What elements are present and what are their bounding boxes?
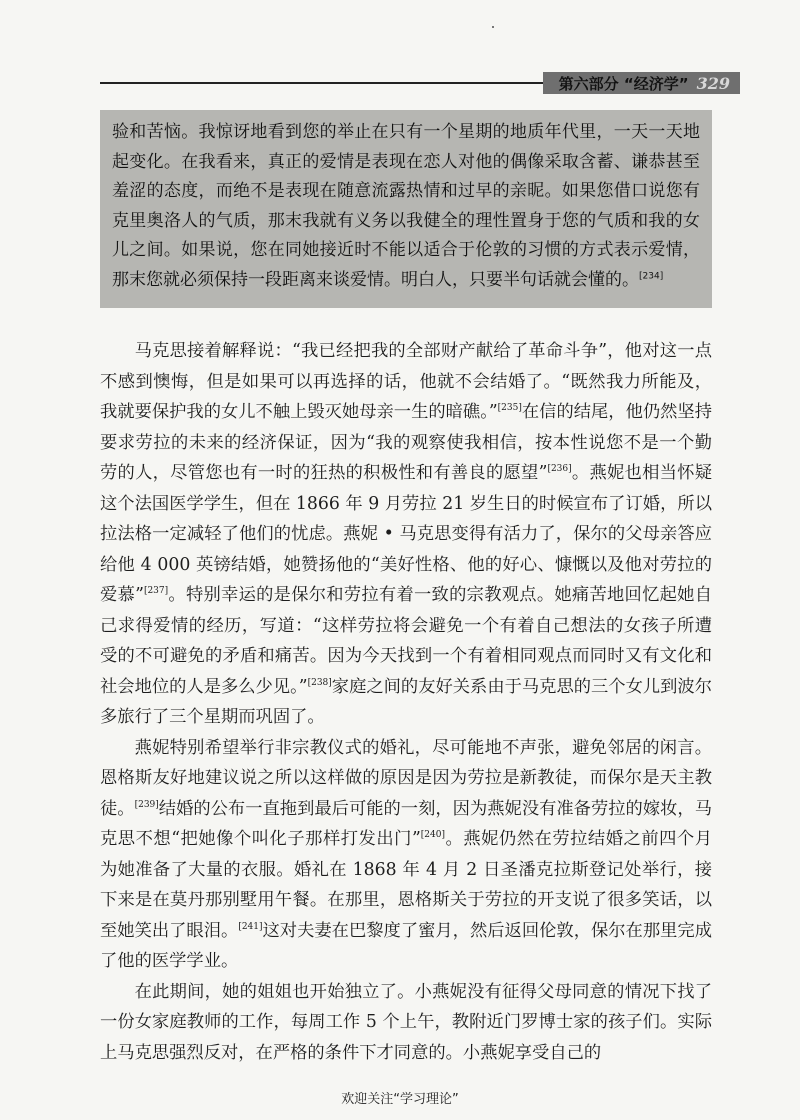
- footnote-ref: [238]: [307, 677, 332, 688]
- paragraph-text: 在信的结尾，他仍然坚持要求劳拉的未来的经济保证，因为“我的观察使我相信，按本性说您不是一个勤劳的人，尽管您也有一时的狂热的积极性和有善良的愿望”: [100, 402, 712, 483]
- footnote-ref: [241]: [238, 921, 263, 932]
- paragraph-text: 。燕妮也相当怀疑这个法国医学学生，但在 1866 年 9 月劳拉 21 岁生日的时候宣布了订婚，所以拉法格一定减轻了他们的忧虑。燕妮 • 马克思变得有活力了，保尔的父母亲答应给他 4 000 英镑结婚，她赞扬他的“美好性格、他的好心、慷慨以及他对劳拉的爱慕”: [100, 463, 712, 605]
- footnote-ref: [236]: [547, 464, 572, 475]
- page-number: 329: [696, 73, 730, 93]
- running-header: [100, 72, 740, 94]
- paragraph-text: 家庭之间的友好关系由于马克思的三个女儿到波尔多旅行了三个星期而巩固了。: [100, 676, 712, 727]
- paragraph-text: 这对夫妻在巴黎度了蜜月，然后返回伦敦，保尔在那里完成了他的医学学业。: [100, 920, 712, 971]
- paragraph-3: [100, 977, 712, 1069]
- quote-text: 验和苦恼。我惊讶地看到您的举止在只有一个星期的地质年代里，一天一天地起变化。在我看来，真正的爱情是表现在恋人对他的偶像采取含蓄、谦恭甚至羞涩的态度，而绝不是表现在随意流露热情和过早的亲昵。如果您借口说您有克里奥洛人的气质，那末我就有义务以我健全的理性置身于您的气质和我的女儿之间。如果说，您在同她接近时不能以适合于伦敦的习惯的方式表示爱情，那末您就必须保持一段距离来谈爱情。明白人，只要半句话就会懂的。: [112, 122, 700, 290]
- page-footer: 欢迎关注“学习理论”: [341, 1092, 459, 1107]
- paragraph-2: [100, 733, 712, 977]
- header-label-block: [543, 72, 740, 94]
- paragraph-1: [100, 336, 712, 733]
- footnote-ref: [235]: [497, 403, 522, 414]
- scan-speck: [492, 26, 494, 28]
- letter-quote-block: [100, 110, 712, 308]
- paragraph-text: 在此期间，她的姐姐也开始独立了。小燕妮没有征得父母同意的情况下找了一份女家庭教师的工作，每周工作 5 个上午，教附近门罗博士家的孩子们。实际上马克思强烈反对，在严格的条件下才同意的。小燕妮享受自己的: [100, 981, 712, 1063]
- section-title: 第六部分 “经济学”: [558, 74, 689, 93]
- paragraph-text: 燕妮特别希望举行非宗教仪式的婚礼，尽可能地不声张，避免邻居的闲言。恩格斯友好地建议说之所以这样做的原因是因为劳拉是新教徒，而保尔是天主教徒。: [100, 737, 712, 819]
- footnote-ref: [237]: [143, 586, 169, 597]
- paragraph-text: 。特别幸运的是保尔和劳拉有着一致的宗教观点。她痛苦地回忆起她自己求得爱情的经历，写道：“这样劳拉将会避免一个有着自己想法的女孩子所遭受的不可避免的矛盾和痛苦。因为今天找到一个有着相同观点而同时又有文化和社会地位的人是多么少见。”: [100, 585, 712, 697]
- paragraph-text: 。燕妮仍然在劳拉结婚之前四个月为她准备了大量的衣服。婚礼在 1868 年 4 月 2 日圣潘克拉斯登记处举行，接下来是在莫丹那别墅用午餐。在那里，恩格斯关于劳拉的开支说了很多笑话，以至她笑出了眼泪。: [100, 829, 712, 941]
- footnote-ref: [240]: [420, 830, 445, 841]
- paragraph-text: 马克思接着解释说：“我已经把我的全部财产献给了革命斗争”，他对这一点不感到懊悔，但是如果可以再选择的话，他就不会结婚了。“既然我力所能及，我就要保护我的女儿不触上毁灭她母亲一生的暗礁。”: [100, 341, 712, 422]
- footnote-ref: [234]: [639, 270, 664, 281]
- footnote-ref: [239]: [134, 799, 159, 810]
- body-text: [100, 336, 712, 1068]
- paragraph-text: 结婚的公布一直拖到最后可能的一刻，因为燕妮没有准备劳拉的嫁妆，马克思不想“把她像个叫化子那样打发出门”: [100, 798, 712, 849]
